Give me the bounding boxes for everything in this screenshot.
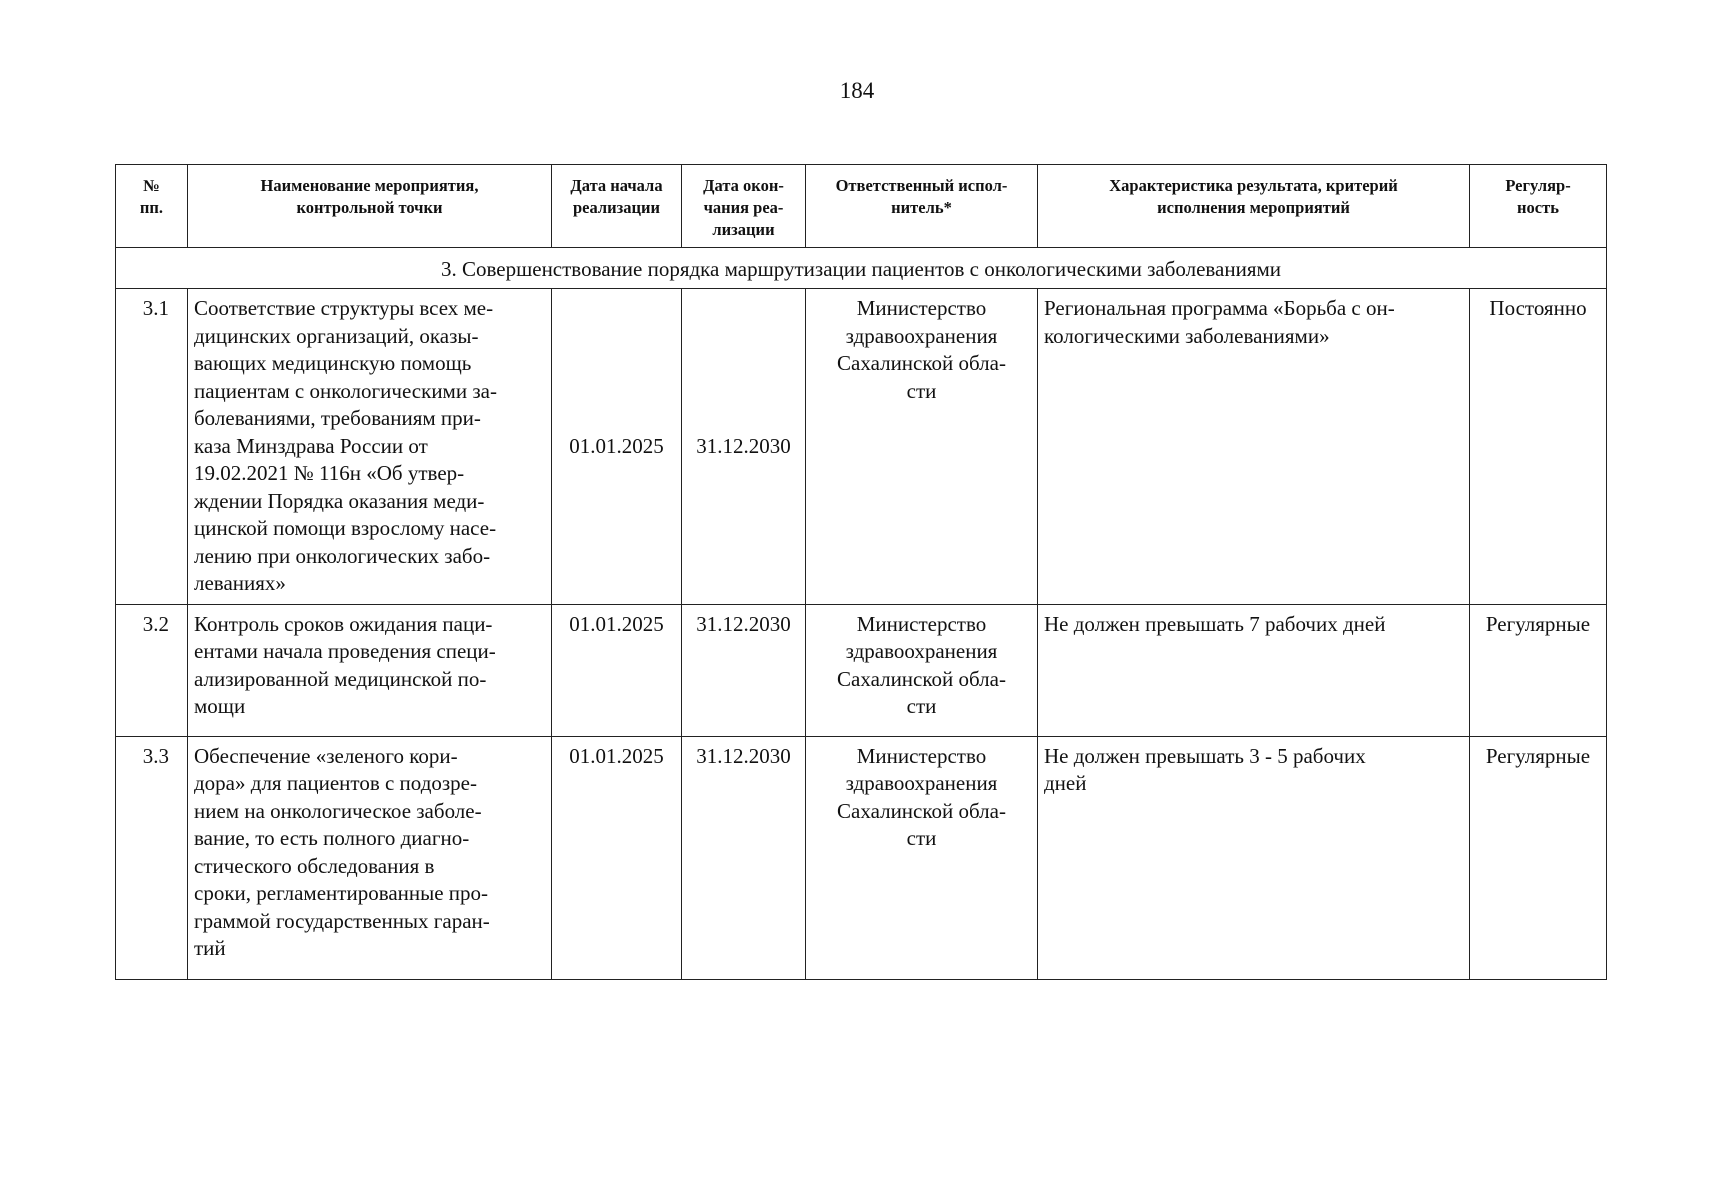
row-end-date: 31.12.2030 [682, 736, 806, 979]
section-title: 3. Совершенствование порядка маршрутизации пациентов с онкологическими заболеваниями [116, 248, 1607, 289]
header-end-date: Дата окон- чания реа- лизации [682, 165, 806, 248]
row-start-date: 01.01.2025 [552, 604, 682, 736]
row-start-date: 01.01.2025 [552, 289, 682, 605]
header-executor: Ответственный испол- нитель* [806, 165, 1038, 248]
row-regularity: Регулярные [1470, 736, 1607, 979]
header-num: № пп. [116, 165, 188, 248]
row-num: 3.3 [116, 736, 188, 979]
table-row [116, 604, 1607, 736]
row-name: Соответствие структуры всех ме- дицинских организаций, оказы- вающих медицинскую помощь пациентам с онкологическими за- болеваниями, требованиям при- каза Минздрава России от 19.02.2021 № 116н «Об утвер- ждении Порядка оказания меди- цинской помощи взрослому насе- лению при онкологических забо- леваниях» [188, 289, 552, 605]
row-name: Обеспечение «зеленого кори- дора» для пациентов с подозре- нием на онкологическое заболе- вание, то есть полного диагно- стического обследования в сроки, регламентированные про- граммой государственных гаран- тий [188, 736, 552, 979]
row-executor: Министерство здравоохранения Сахалинской обла- сти [806, 289, 1038, 605]
row-num: 3.2 [116, 604, 188, 736]
table-header-row [116, 165, 1607, 248]
activities-table [115, 164, 1607, 980]
header-regularity: Регуляр- ность [1470, 165, 1607, 248]
table-row [116, 289, 1607, 605]
row-regularity: Регулярные [1470, 604, 1607, 736]
row-end-date: 31.12.2030 [682, 289, 806, 605]
row-result: Не должен превышать 7 рабочих дней [1038, 604, 1470, 736]
row-start-date: 01.01.2025 [552, 736, 682, 979]
row-name: Контроль сроков ожидания паци- ентами начала проведения специ- ализированной медицинской по- мощи [188, 604, 552, 736]
row-regularity: Постоянно [1470, 289, 1607, 605]
table-row [116, 736, 1607, 979]
section-row [116, 248, 1607, 289]
page-number: 184 [839, 78, 875, 103]
row-num: 3.1 [116, 289, 188, 605]
row-end-date: 31.12.2030 [682, 604, 806, 736]
header-name: Наименование мероприятия, контрольной точки [188, 165, 552, 248]
row-result: Не должен превышать 3 - 5 рабочих дней [1038, 736, 1470, 979]
header-start-date: Дата начала реализации [552, 165, 682, 248]
row-executor: Министерство здравоохранения Сахалинской обла- сти [806, 604, 1038, 736]
header-result: Характеристика результата, критерий исполнения мероприятий [1038, 165, 1470, 248]
row-result: Региональная программа «Борьба с он- кологическими заболеваниями» [1038, 289, 1470, 605]
row-executor: Министерство здравоохранения Сахалинской обла- сти [806, 736, 1038, 979]
